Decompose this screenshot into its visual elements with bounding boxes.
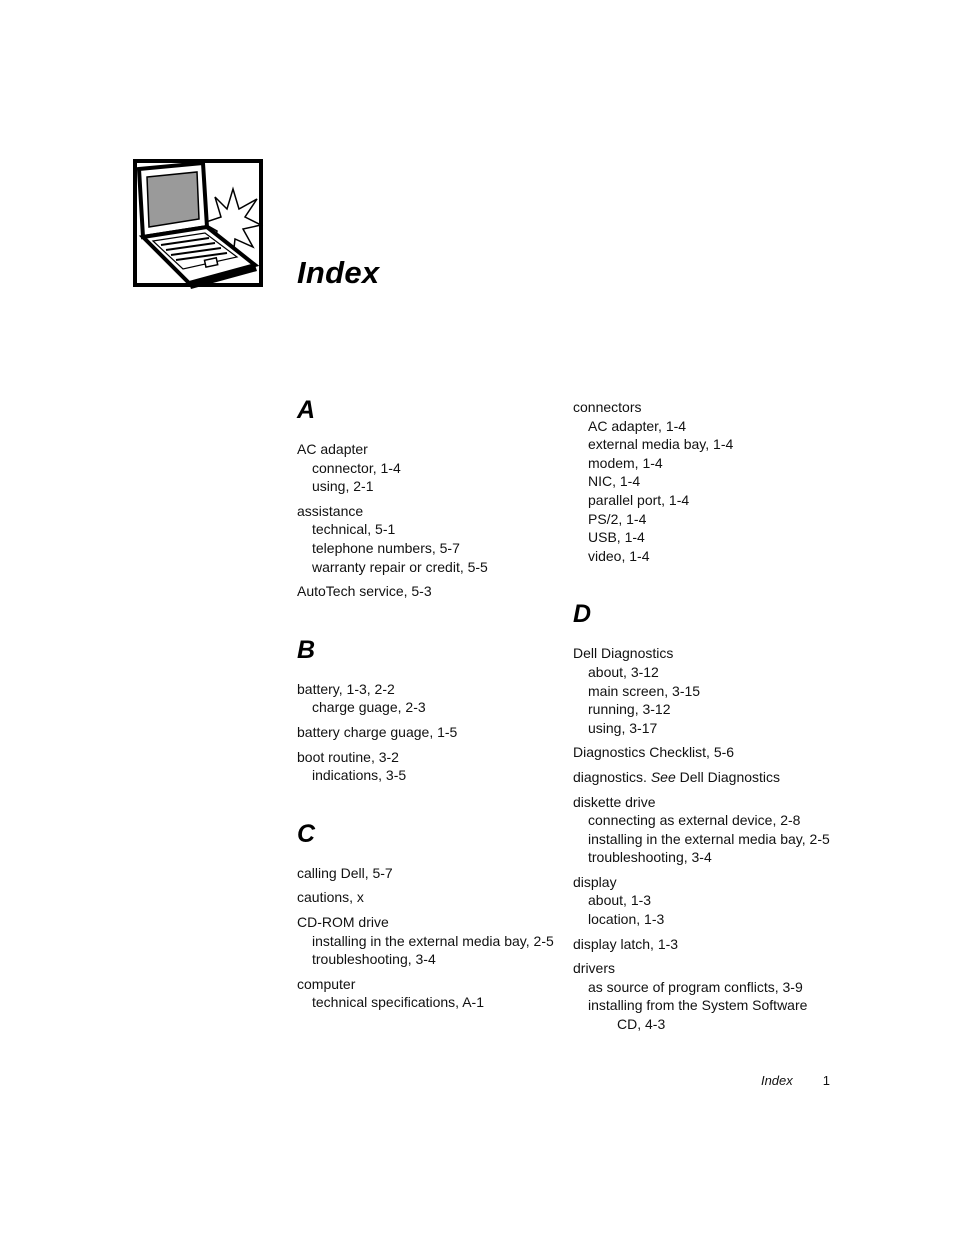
index-term-text: diskette drive — [573, 793, 656, 810]
index-entry — [573, 935, 843, 954]
section-letter: B — [297, 635, 316, 664]
page-footer — [700, 1073, 830, 1088]
section-letter: C — [297, 819, 316, 848]
index-subentry: telephone numbers, 5-7 — [312, 539, 460, 556]
index-subentry: warranty repair or credit, 5-5 — [312, 558, 488, 575]
index-subentry: as source of program conflicts, 3-9 — [588, 978, 803, 995]
index-term-text: display — [573, 873, 617, 890]
index-term-text: computer — [297, 975, 356, 992]
section-letter: A — [297, 396, 316, 424]
laptop-icon — [133, 159, 265, 289]
index-section — [297, 395, 567, 601]
index-term — [573, 935, 843, 954]
index-subentry: video, 1-4 — [588, 547, 650, 564]
index-subentry: technical specifications, A-1 — [312, 994, 484, 1011]
index-entry — [297, 680, 567, 717]
index-subentry: troubleshooting, 3-4 — [312, 951, 436, 968]
index-subentry: main screen, 3-15 — [588, 682, 701, 699]
index-subentry: connecting as external device, 2-8 — [588, 812, 801, 829]
index-section — [573, 599, 843, 1033]
index-term-text: battery, 1-3, 2-2 — [297, 680, 395, 697]
index-entry — [297, 913, 567, 969]
index-subentry: using, 3-17 — [588, 719, 658, 736]
index-term — [297, 723, 567, 742]
index-subentry: troubleshooting, 3-4 — [588, 849, 712, 866]
index-term: connectors — [573, 399, 642, 415]
index-term-text: Diagnostics Checklist, 5-6 — [573, 744, 735, 761]
index-subentry-continuation: CD, 4-3 — [617, 1016, 666, 1033]
index-section — [297, 819, 567, 1012]
index-subentry: technical, 5-1 — [312, 521, 396, 538]
section-letter: D — [573, 600, 592, 629]
index-subentry: running, 3-12 — [588, 701, 671, 718]
index-term-text: battery charge guage, 1-5 — [297, 723, 458, 740]
index-column-left — [297, 395, 567, 1018]
index-entry — [297, 888, 567, 907]
index-term — [573, 768, 843, 787]
index-entry — [573, 644, 843, 737]
index-term — [297, 864, 567, 883]
page-number: 1 — [822, 1073, 830, 1088]
index-entry — [573, 768, 843, 787]
index-term — [297, 582, 567, 601]
index-entry — [297, 748, 567, 785]
index-entry — [297, 440, 567, 496]
index-term-text: display latch, 1-3 — [573, 935, 679, 952]
index-term-text: calling Dell, 5-7 — [297, 864, 393, 881]
index-subentry: parallel port, 1-4 — [588, 491, 690, 508]
index-subentry: about, 1-3 — [588, 892, 652, 909]
index-term-text: CD-ROM drive — [297, 913, 389, 930]
see-target: Dell Diagnostics — [679, 768, 781, 785]
index-entry — [573, 743, 843, 762]
index-subentry: using, 2-1 — [312, 478, 374, 495]
index-subentry: NIC, 1-4 — [588, 473, 641, 490]
index-subentry: installing from the System Software — [588, 997, 808, 1014]
index-entry — [297, 582, 567, 601]
index-term — [297, 888, 567, 907]
index-subentry: modem, 1-4 — [588, 454, 663, 471]
see-reference: See — [650, 768, 676, 785]
index-column-right — [573, 398, 843, 1040]
index-subentry: external media bay, 1-4 — [588, 436, 734, 453]
page-title: Index — [297, 255, 380, 290]
index-term — [573, 959, 843, 978]
index-subentry: indications, 3-5 — [312, 767, 407, 784]
index-entry — [573, 959, 843, 1033]
index-term — [297, 680, 567, 699]
index-subentry: installing in the external media bay, 2-5 — [588, 830, 830, 847]
index-term-text: cautions, x — [297, 889, 364, 906]
index-term — [297, 502, 567, 521]
index-entry — [573, 398, 843, 565]
index-subentry: connector, 1-4 — [312, 459, 401, 476]
index-entry — [573, 793, 843, 867]
footer-label: Index — [760, 1073, 793, 1088]
index-subentry: about, 3-12 — [588, 663, 659, 680]
index-entry — [297, 502, 567, 576]
index-term-text: diagnostics. — [573, 768, 647, 785]
index-term-text: AutoTech service, 5-3 — [297, 583, 432, 600]
index-term-text: boot routine, 3-2 — [297, 748, 399, 765]
index-term-text: Dell Diagnostics — [573, 645, 674, 662]
index-subentry: USB, 1-4 — [588, 529, 645, 546]
index-term-text: drivers — [573, 960, 616, 977]
index-term — [573, 743, 843, 762]
index-entry — [573, 873, 843, 929]
index-subentry: PS/2, 1-4 — [588, 510, 647, 527]
index-subentry: location, 1-3 — [588, 911, 665, 928]
index-subentry: installing in the external media bay, 2-5 — [312, 932, 554, 949]
right-sections — [573, 599, 843, 1033]
index-subentry: AC adapter, 1-4 — [588, 417, 687, 434]
index-entry — [297, 723, 567, 742]
index-term — [297, 440, 567, 459]
index-term-text: assistance — [297, 502, 364, 519]
index-term — [297, 748, 567, 767]
index-term — [297, 975, 567, 994]
index-term — [573, 793, 843, 812]
index-entry — [297, 864, 567, 883]
index-term — [573, 873, 843, 892]
index-term — [573, 644, 843, 663]
index-section — [297, 635, 567, 785]
index-entry — [297, 975, 567, 1012]
index-term — [297, 913, 567, 932]
index-term-text: AC adapter — [297, 441, 368, 457]
index-subentry: charge guage, 2-3 — [312, 699, 426, 716]
